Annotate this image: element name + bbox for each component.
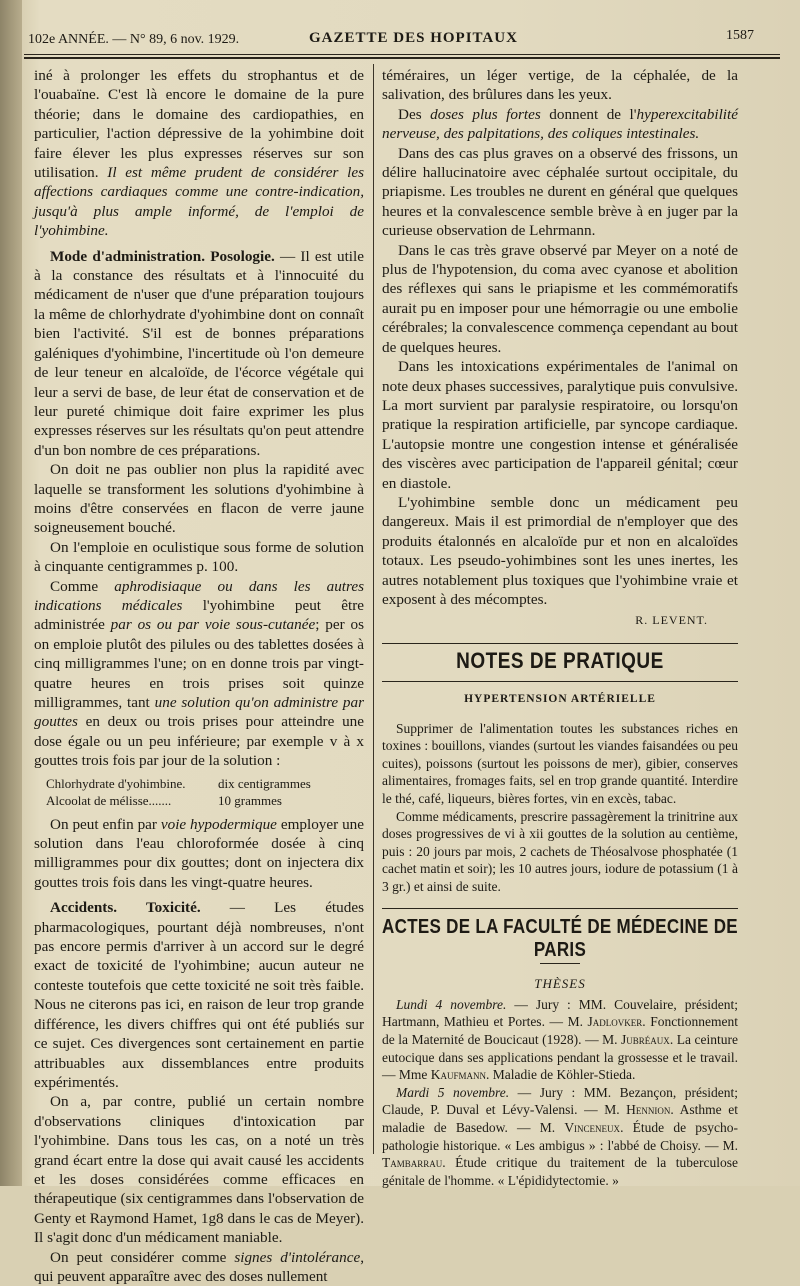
section-rule bbox=[382, 681, 738, 682]
left-column bbox=[34, 66, 364, 1286]
section-rule bbox=[382, 908, 738, 909]
paragraph-accidents: Accidents. Toxicité. — Les études pharmacologiques, pourtant déjà nombreuses, n'ont pas encore permis d'arriver à un accord sur le degré exact de toxicité de l'yohimbine; aucun auteur ne conteste toutefois que cette toxicité ne soit très faible. Nous ne citerons pas ici, en raison de leur trop grande différence, les divers chiffres qui ont été publiés sur ce sujet. Ces divergences sont certainement en partie attribuables aux dissemblances entre produits expérimentés. bbox=[34, 899, 364, 1091]
header-rule-thick bbox=[24, 57, 780, 59]
author-signature: R. LEVENT. bbox=[635, 613, 708, 628]
theses-label: THÈSES bbox=[534, 976, 586, 992]
prescription-formula bbox=[46, 775, 364, 809]
subsection-title: HYPERTENSION ARTÉRIELLE bbox=[464, 693, 656, 706]
section-heading: Accidents. Toxicité. bbox=[50, 899, 201, 917]
paragraph: On peut considérer comme signes d'intolérance, qui peuvent apparaître avec des doses nullement bbox=[34, 1248, 364, 1285]
binding-gutter bbox=[0, 0, 22, 1186]
paragraph: On peut enfin par voie hypodermique employer une solution dans l'eau chloroformée dosée à cinq milligrammes pour dix gouttes; dont on injectera dix gouttes trois fois dans les vingt-quatre heures. bbox=[34, 815, 364, 891]
column-divider bbox=[373, 64, 374, 1154]
paragraph: Dans les intoxications expérimentales de l'animal on note deux phases successives, paralytique puis convulsive. La mort survient par paralysie respiratoire, ou lorsqu'on pratique la respiration artificielle, par syncope cardiaque. L'autopsie montre une congestion intense et généralisée des viscères avec participation de l'appareil génital; cœur en diastole. bbox=[382, 358, 738, 492]
formula-row: Chlorhydrate d'yohimbine. dix centigrammes bbox=[46, 775, 311, 791]
paragraph: Des doses plus fortes donnent de l'hyperexcitabilité nerveuse, des palpitations, des coliques intestinales. bbox=[382, 105, 738, 143]
paragraph: Mardi 5 novembre. — Jury : MM. Bezançon, président; Claude, P. Duval et Lévy-Valensi. — M. Hennion. Asthme et maladie de Basedow. — M. Vinceneux. Étude de psycho-pathologie historique. « Les ambigus » : l'abbé de Choisy. — M. Tambarrau. Étude critique du traitement de la tuberculose génitale de l'homme. « L'épididytectomie. » bbox=[382, 1084, 738, 1188]
paragraph: Dans des cas plus graves on a observé des frissons, un délire hallucinatoire avec céphalée surtout occipitale, du priapisme. Les troubles ne durent en général que quelques heures et la convalescence semble brève à en juger par la curieuse observation de Lehrmann. bbox=[382, 144, 738, 240]
section-heading: Mode d'administration. Posologie. bbox=[50, 247, 275, 265]
paragraph-administration: Mode d'administration. Posologie. — Il est utile à la constance des résultats et à l'innocuité du médicament de n'user que d'une préparation toujours la même de chlorhydrate d'yohimbine dont on connaît bien l'activité. S'il est de bonnes préparations galéniques d'yohimbine, l'incertitude où l'on demeure de leur teneur en alcaloïde, de l'écorce végétale qui leur a servi de base, de leur état de conservation et de leur pureté chimique doit faire exprimer les plus expresses réserves sur les résultats qu'on peut attendre d'un bon nombre de ces préparations. bbox=[34, 247, 364, 459]
notes-body bbox=[382, 720, 738, 896]
journal-title: GAZETTE DES HOPITAUX bbox=[309, 30, 518, 46]
paragraph: On doit ne pas oublier non plus la rapidité avec laquelle se transforment les solutions d'yohimbine à moins d'être conservées en flacon de verre jaune soigneusement bouché. bbox=[34, 461, 364, 537]
paragraph: iné à prolonger les effets du strophantus et de l'ouabaïne. C'est là encore le domaine de la pure théorie; dans le domaine des cardiopathies, en particulier, l'action dépressive de la yohimbine doit faire élever les plus expresses réserves sur son utilisation. Il est même prudent de considérer les affections cardiaques comme une contre-indication, jusqu'à plus ample informé, de l'emploi de l'yohimbine. bbox=[34, 67, 364, 240]
paragraph: Comme médicaments, prescrire passagèrement la trinitrine aux doses progressives de vi à xii gouttes de la solution au centième, puis : 20 jours par mois, 2 cachets de Théosalvose phosphatée (1 cachet matin et soir); les 10 autres jours, iodure de potassium (1 à 3 gr.) et ainsi de suite. bbox=[382, 808, 738, 894]
paragraph: Dans le cas très grave observé par Meyer on a noté de plus de l'hypotension, du coma avec cyanose et abolition des réflexes qui sans le priapisme et les commémoratifs aurait pu en imposer pour une hémorragie ou une embolie cérébrales; la convalescence commença cependant au bout de quelques heures. bbox=[382, 241, 738, 356]
section-title-notes: NOTES DE PRATIQUE bbox=[456, 649, 664, 674]
formula-row: Alcoolat de mélisse....... 10 grammes bbox=[46, 792, 282, 808]
page-number: 1587 bbox=[726, 28, 754, 43]
section-title-actes: ACTES DE LA FACULTÉ DE MÉDECINE DE PARIS bbox=[382, 914, 738, 961]
actes-body bbox=[382, 996, 738, 1190]
paragraph: On l'emploie en oculistique sous forme de solution à cinquante centigrammes p. 100. bbox=[34, 538, 364, 576]
short-rule bbox=[540, 963, 580, 964]
issue-info: 102e ANNÉE. — N° 89, 6 nov. 1929. bbox=[28, 32, 240, 47]
paragraph: téméraires, un léger vertige, de la céphalée, de la salivation, des brûlures dans les yeux. bbox=[382, 67, 738, 104]
running-head bbox=[24, 28, 760, 52]
paragraph: L'yohimbine semble donc un médicament peu dangereux. Mais il est primordial de n'employer que des produits étalonnés en alcaloïde pur et non en alcaloïdes totaux. Les pseudo-yohimbines sont les unes inertes, les autres notablement plus toxiques que l'yohimbine vraie et exposent à des mécomptes. bbox=[382, 493, 738, 608]
right-column bbox=[382, 66, 738, 1189]
paragraph: Supprimer de l'alimentation toutes les substances riches en toxines : bouillons, viandes (surtout les viandes faisandées ou peu cuites), poissons (surtout les poissons de mer), gibier, conserves alimentaires, fromages faits, sel en trop grande quantité. Interdire le thé, café, liqueurs, bières fortes, vin en excès, tabac. bbox=[382, 720, 738, 806]
paragraph: On a, par contre, publié un certain nombre d'observations cliniques d'intoxication par l'yohimbine. Dans tous les cas, on a noté un très grand écart entre la dose qui avait causé les accidents et les doses considérées comme efficaces en thérapeutique (six centigrammes dans l'observation de Genty et Raymond Hamet, 1g8 dans le cas de Meyer). Il s'agit donc d'un médicament maniable. bbox=[34, 1093, 364, 1247]
header-rule bbox=[24, 54, 780, 55]
actes-section bbox=[382, 908, 738, 1190]
section-rule bbox=[382, 643, 738, 644]
paragraph: Comme aphrodisiaque ou dans les autres indications médicales l'yohimbine peut être administrée par os ou par voie sous-cutanée; per os on emploie plutôt des pilules ou des tablettes dosées à cinq milligrammes l'une; on en donne trois par vingt-quatre heures en trois prises soit quinze milligrammes, tant une solution qu'on administre par gouttes en deux ou trois prises pour atteindre une dose égale ou un peu inférieure; par exemple v à x gouttes trois fois par jour de la solution : bbox=[34, 577, 365, 770]
paragraph: Lundi 4 novembre. — Jury : MM. Couvelaire, président; Hartmann, Mathieu et Portes. — M. Jadlovker. Fonctionnement de la Maternité de Boucicaut (1928). — M. Jubréaux. La ceinture eutocique dans ses applications pendant la grossesse et le travail. — Mme Kaufmann. Maladie de Köhler-Stieda. bbox=[382, 996, 738, 1083]
notes-section bbox=[382, 643, 738, 896]
